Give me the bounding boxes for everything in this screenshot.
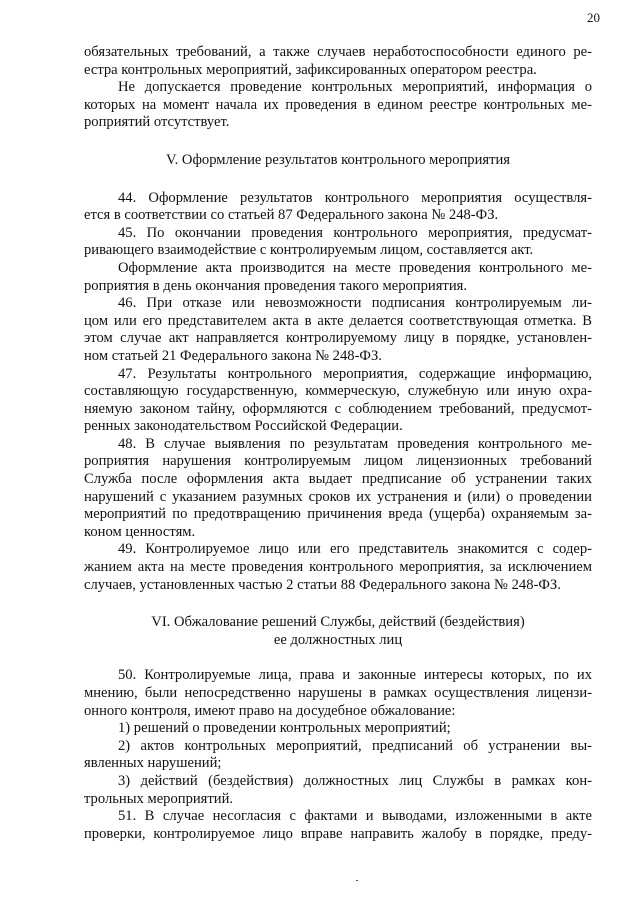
text-line: нарушений с указанием разумных сроков их устранения и (или) о проведении xyxy=(84,488,592,505)
text-line: обязательных требований, а также случаев неработоспособности единого ре- xyxy=(84,44,592,60)
scan-speck xyxy=(356,880,358,881)
paragraph-45 xyxy=(84,225,592,260)
paragraph xyxy=(84,44,592,79)
text-line: 46. При отказе или невозможности подписания контролируемым ли- xyxy=(118,295,592,312)
list-item xyxy=(84,720,592,738)
text-line: Служба после оформления акта выдает предписание об устранении таких xyxy=(84,471,592,488)
paragraph-46 xyxy=(84,295,592,365)
text-line: 3) действий (бездействия) должностных лиц Службы в рамках кон- xyxy=(118,772,592,789)
text-line: которых на момент начала их проведения в едином реестре контрольных ме- xyxy=(84,96,592,113)
text-line: няемую законом тайну, оформляются с соблюдением требований, предусмот- xyxy=(84,400,592,417)
text-line: жанием акта на месте проведения контрольного мероприятия, за исключением xyxy=(84,559,592,576)
paragraph xyxy=(84,260,592,295)
text-line: онного контроля, имеют право на досудебное обжалование: xyxy=(84,702,456,719)
text-line: 50. Контролируемые лица, права и законные интересы которых, по их xyxy=(118,667,592,684)
paragraph-51 xyxy=(84,808,592,843)
text-line: ривающего взаимодействие с контролируемым лицом, составляется акт. xyxy=(84,242,534,259)
list-item xyxy=(84,773,592,808)
document-body xyxy=(84,44,592,843)
text-line: 2) актов контрольных мероприятий, предписаний об устранении вы- xyxy=(118,737,592,754)
text-line: Оформление акта производится на месте проведения контрольного ме- xyxy=(118,259,592,276)
page-number: 20 xyxy=(587,10,600,25)
text-line: роприятия нарушения контролируемым лицом лицензионных требований xyxy=(84,453,592,470)
text-line: роприятий отсутствует. xyxy=(84,114,230,131)
text-line: роприятия в день окончания проведения такого мероприятия. xyxy=(84,277,467,294)
text-line: 44. Оформление результатов контрольного мероприятия осуществля- xyxy=(118,189,592,206)
text-line: трольных мероприятий. xyxy=(84,790,234,807)
text-line: мнению, были непосредственно нарушены в рамках осуществления лицензи- xyxy=(84,685,592,701)
text-line: ется в соответствии со статьей 87 Федерального закона № 248-ФЗ. xyxy=(84,207,499,224)
paragraph-44 xyxy=(84,190,592,225)
text-line: ренных законодательством Российской Федерации. xyxy=(84,418,403,435)
text-line: составляющую государственную, коммерческую, служебную или иную охра- xyxy=(84,383,592,400)
text-line: Не допускается проведение контрольных мероприятий, информация о xyxy=(118,79,592,96)
text-line: цом или его представителем акта в акте делается соответствующая отметка. В xyxy=(84,312,592,329)
text-line: 47. Результаты контрольного мероприятия, содержащие информацию, xyxy=(118,365,592,382)
text-line: явленных нарушений; xyxy=(84,755,222,772)
text-line: ном статьей 21 Федерального закона № 248-ФЗ. xyxy=(84,347,382,364)
paragraph-47 xyxy=(84,366,592,436)
text-line: 49. Контролируемое лицо или его представитель знакомится с содер- xyxy=(118,541,592,558)
text-line: случаев, установленных частью 2 статьи 88 Федерального закона № 248-ФЗ. xyxy=(84,576,561,593)
section-heading: V. Оформление результатов контрольного мероприятия xyxy=(165,151,511,168)
section-heading: VI. Обжалование решений Службы, действий (бездействия) xyxy=(151,614,525,631)
paragraph xyxy=(84,79,592,132)
text-line: проверки, контролируемое лицо вправе направить жалобу в порядке, преду- xyxy=(84,825,592,842)
text-line: 45. По окончании проведения контрольного мероприятия, предусмат- xyxy=(118,224,592,241)
text-line: естра контрольных мероприятий, зафиксированных оператором реестра. xyxy=(84,61,537,78)
text-line: 51. В случае несогласия с фактами и выводами, изложенными в акте xyxy=(118,808,592,825)
text-line: 48. В случае выявления по результатам проведения контрольного ме- xyxy=(118,435,592,452)
section-heading-continuation: ее должностных лиц xyxy=(273,631,403,648)
text-line: этом случае акт направляется контролируемому лицу в порядке, установлен- xyxy=(84,330,592,347)
list-item xyxy=(84,738,592,773)
text-line: 1) решений о проведении контрольных мероприятий; xyxy=(118,720,451,737)
text-line: коном ценностям. xyxy=(84,523,196,540)
paragraph-49 xyxy=(84,541,592,594)
text-line: мероприятий по предотвращению причинения вреда (ущерба) охраняемым за- xyxy=(84,506,592,523)
paragraph-50 xyxy=(84,667,592,720)
paragraph-48 xyxy=(84,436,592,542)
